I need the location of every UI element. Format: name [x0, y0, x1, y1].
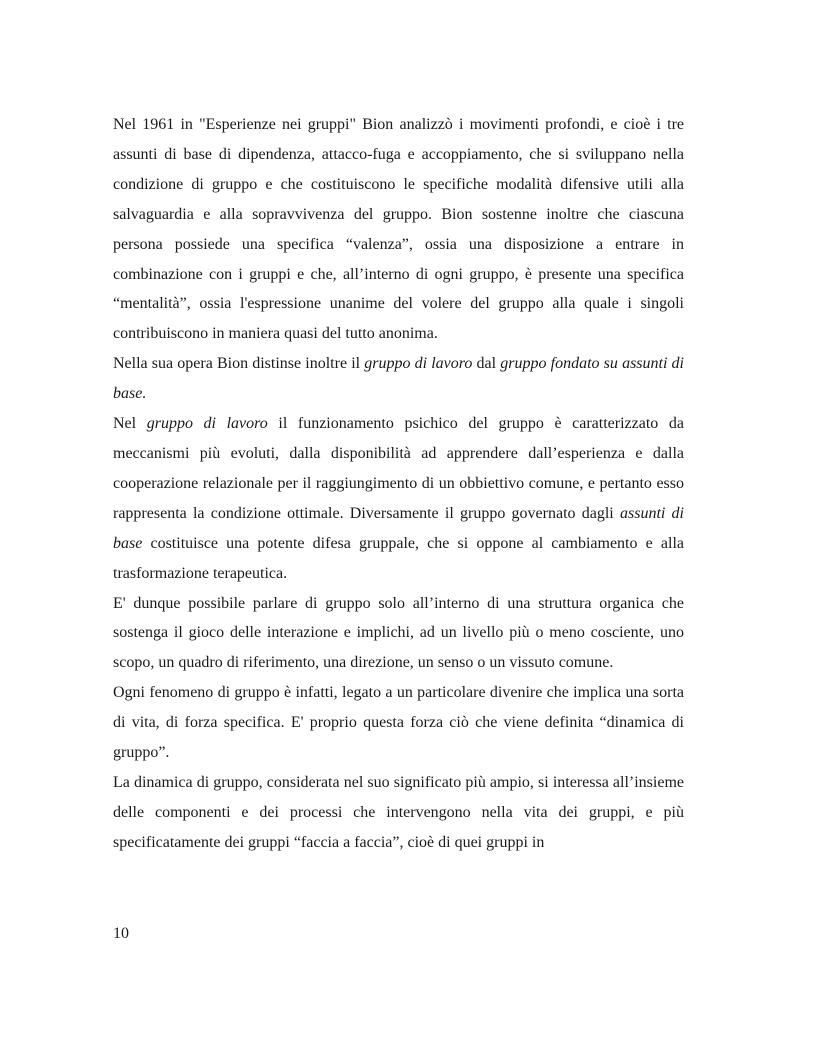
body-text — [113, 110, 684, 858]
text-run: dal — [472, 355, 501, 373]
text-run: Ogni fenomeno di gruppo è infatti, legato a un particolare divenire che implica una sorta di vita, di forza specifica. E' proprio questa forza ciò che viene definita “dinamica di gruppo”. — [113, 684, 684, 762]
text-run: costituisce una potente difesa gruppale, che si oppone al cambiamento e alla trasformazione terapeutica. — [113, 534, 684, 582]
text-run: il funzionamento psichico del gruppo è caratterizzato da meccanismi più evoluti, dalla disponibilità ad apprendere dall’esperienza e dalla cooperazione relazionale per il raggiungimento di un obbiettivo comune, e pertanto esso rappresenta la condizione ottimale. Diversamente il gruppo governato dagli — [113, 415, 685, 522]
page-number: 10 — [113, 925, 129, 942]
paragraph-4 — [113, 589, 684, 679]
paragraph-1 — [113, 110, 684, 349]
italic-text-run: gruppo di lavoro — [146, 415, 268, 433]
paragraph-5 — [113, 678, 684, 768]
text-run: E' dunque possibile parlare di gruppo solo all’interno di una struttura organica che sostenga il gioco delle interazione e implichi, ad un livello più o meno cosciente, uno scopo, un quadro di riferimento, una direzione, un senso o un vissuto comune. — [113, 594, 684, 672]
paragraph-3 — [113, 409, 684, 588]
italic-text-run: gruppo di lavoro — [364, 355, 473, 373]
text-run: Nel 1961 in "Esperienze nei gruppi" Bion analizzò i movimenti profondi, e cioè i tre assunti di base di dipendenza, attacco-fuga e accoppiamento, che si sviluppano nella condizione di gruppo e che costituiscono le specifiche modalità difensive utili alla salvaguardia e alla sopravvivenza del gruppo. Bion sostenne inoltre che ciascuna persona possiede una specifica “valenza”, ossia una disposizione a entrare in combinazione con i gruppi e che, all’interno di ogni gruppo, è presente una specifica “mentalità”, ossia l'espressione unanime del volere del gruppo alla quale i singoli contribuiscono in maniera quasi del tutto anonima. — [113, 116, 684, 343]
text-run: Nella sua opera Bion distinse inoltre il — [113, 355, 365, 373]
italic-text-run: gruppo fondato su assunti di base. — [113, 355, 685, 403]
paragraph-2 — [113, 349, 684, 409]
text-run: La dinamica di gruppo, considerata nel suo significato più ampio, si interessa all’insieme delle componenti e dei processi che intervengono nella vita dei gruppi, e più specificatamente dei gruppi “faccia a faccia”, cioè di quei gruppi in — [113, 773, 684, 851]
text-run: Nel — [113, 415, 147, 433]
paragraph-6 — [113, 768, 684, 858]
italic-text-run: assunti di base — [113, 504, 684, 552]
